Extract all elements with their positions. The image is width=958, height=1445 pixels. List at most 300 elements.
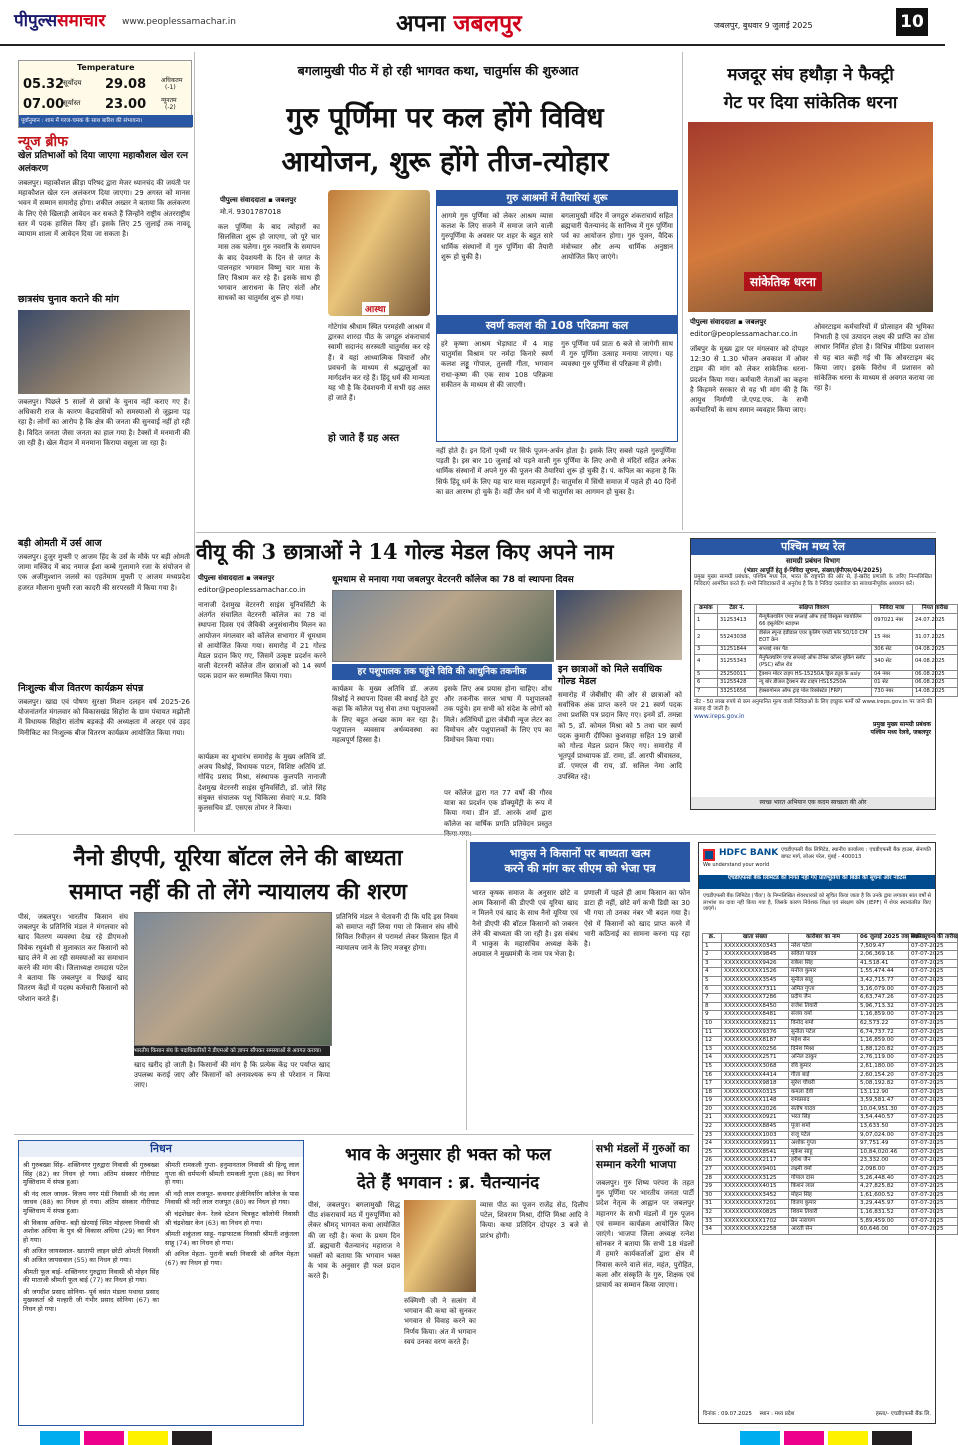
lead-byline: पीपुल्स संवाददाता ▪ जबलपुर <box>220 196 297 204</box>
tender-column-header: नियत तारीख <box>913 605 958 614</box>
sunrise-time: 05.32 <box>23 77 65 92</box>
hdfc-cell: 3,29,445.97 <box>858 1200 909 1209</box>
hdfc-cell: रामप्रसाद <box>789 1097 858 1106</box>
hdfc-cell: 1,88,120.82 <box>858 1045 909 1054</box>
hdfc-cell: मनोज कुमार <box>789 968 858 977</box>
bhakus-headline <box>470 842 690 882</box>
vu-headline[interactable]: वीयू की 3 छात्राओं ने 14 गोल्ड मेडल किए अपने नाम <box>196 539 614 564</box>
hdfc-cell: XXXXXXXXXX9426 <box>722 959 789 968</box>
tender-row <box>695 613 958 629</box>
news-brief-item <box>18 682 190 835</box>
railway-notice: (भंडार आपूर्ति हेतु ई-निविदा सूचना, संख्या/ईपीएस/04/2025) <box>743 568 883 574</box>
tender-column-header: निविदा मात्रा <box>872 605 913 614</box>
cyan-swatch <box>740 1431 780 1445</box>
hdfc-cell: 1 <box>703 942 722 951</box>
vu-subhead-2: इन छात्राओं को मिले सर्वाधिक गोल्ड मेडल <box>558 664 662 687</box>
section-rule <box>14 834 936 835</box>
hdfc-row <box>703 1217 958 1226</box>
obituary-column-left <box>23 1161 159 1421</box>
vu-subheadline: धूमधाम से मनाया गया जबलपुर वेटरनरी कॉलेज का 78 वां स्थापना दिवस <box>332 575 574 585</box>
bhav-photo <box>404 1200 476 1292</box>
hdfc-cell: 25 <box>703 1148 722 1157</box>
hdfc-cell: 29 <box>703 1183 722 1192</box>
hdfc-address: एचडीएफसी बैंक लिमिटेड, स्थानीय कार्यालय : एचडीएफसी बैंक हाउस, सेनापति बापट मार्ग, लोअर परेल, मुंबई - 400013 <box>781 847 931 860</box>
tender-column-header: संक्षिप्त विवरण <box>757 605 872 614</box>
hdfc-cell: 07-07-2025 <box>909 1209 958 1218</box>
guru-ashram-box <box>436 190 678 316</box>
hdfc-cell: XXXXXXXXXX0921 <box>722 1114 789 1123</box>
hdfc-row <box>703 1062 958 1071</box>
hdfc-cell: XXXXXXXXXX7311 <box>722 985 789 994</box>
hdfc-cell: किशन लाल <box>789 1183 858 1192</box>
hdfc-cell: 07-07-2025 <box>909 1054 958 1063</box>
hdfc-cell: 5,89,459.00 <box>858 1217 909 1226</box>
hdfc-cell: राकेश सिंह <box>789 959 858 968</box>
max-delta: (-1) <box>165 84 176 91</box>
hdfc-cell: 33 <box>703 1217 722 1226</box>
hdfc-cell: रवि कुमार <box>789 1062 858 1071</box>
strike-email[interactable]: editor@peoplessamachar.co.in <box>690 330 798 338</box>
hdfc-body: एचडीएफसी बैंक लिमिटेड ('बैंक') के निम्नलिखित शेयरधारकों को सूचित किया जाता है कि उनके द्वारा लगातार सात वर्षों से लाभांश का दावा नहीं किया गया है, जिसके कारण निवेशक शिक्षा एवं संरक्षण कोष (IEPF) में शेयर स्थानांतरित किए जाएंगे। <box>703 893 931 913</box>
hdfc-cell: दिनेश मिश्रा <box>789 1045 858 1054</box>
hdfc-cell: 2,61,180.00 <box>858 1062 909 1071</box>
kalash-text-left: हरे कृष्णा आश्रम भेड़ाघाट में 4 माह चातुर्मास विश्राम पर नर्मदा किनारे स्वर्ण कलश लड्डू गोपाल, तुलसी गीता, भगवान राधा-कृष्ण की एक साथ 108 परिक्रमा सकीतन के माध्यम से की जाएगी। <box>441 340 553 389</box>
hdfc-cell: 1,61,600.52 <box>858 1191 909 1200</box>
hdfc-cell: XXXXXXXXXX1003 <box>722 1131 789 1140</box>
railway-banner: पश्चिम मध्य रेल <box>691 539 935 555</box>
hdfc-cell: 8 <box>703 1002 722 1011</box>
hdfc-cell: XXXXXXXXXX2258 <box>722 1226 789 1235</box>
tender-cell: मैन्यूफैक्चरिंग एण्ड सप्लाई ऑफ हाई विस्कुस प्यायोलिन 66 इंसुलेटिंग स्टाइप्स <box>757 613 872 629</box>
column-rule <box>466 840 467 1130</box>
railway-footer: नोट - 50 लाख रुपये से कम अनुमानित मूल्य वाली निविदाओं के लिए इच्छुक फर्मों को www.ireps.gov.in पर जाने की सलाह दी जाती है। <box>694 698 932 712</box>
strike-photo <box>688 122 933 312</box>
farmers-headline-line1[interactable]: नैनो डीएपी, यूरिया बॉटल लेने की बाध्यता <box>73 845 403 871</box>
hdfc-cell: 07-07-2025 <box>909 1123 958 1132</box>
hdfc-cell: 41,518.41 <box>858 959 909 968</box>
tender-row <box>695 670 958 679</box>
tender-row <box>695 687 958 696</box>
hdfc-cell: XXXXXXXXXX0315 <box>722 1088 789 1097</box>
tender-cell: 04 नंबर <box>872 670 913 679</box>
bjp-body: जबलपुर। गुरु शिष्य परंपरा के तहत गुरु पूर्णिमा पर भारतीय जनता पार्टी प्रदेश नेतृत्व के आह्वान पर जबलपुर महानगर के सभी मंडलों में गुरु पूजन एवं सम्मान कार्यक्रम आयोजित किए जाएंगे। भाजपा जिला अध्यक्ष रत्नेश सोनकर ने बताया कि सभी 18 मंडलों में हमारे कार्यकर्ताओं द्वारा क्षेत्र में निवास करने वाले संत, महंत, पुरोहित, कला और संस्कृति के गुरु, शिक्षक एवं प्राचार्य का सम्मान किया जाएगा। <box>596 1179 694 1290</box>
obituary-item: श्री जगदीश प्रसाद सोनिया- पूर्व वसंत मंडला यथाधा प्रसाद मुख्यकर्ता श्री मल्हारी जी गंभीर प्रसाद सोनिया (67) का निधन हो गया। <box>23 1287 159 1313</box>
bjp-headline-line2[interactable]: सम्मान करेगी भाजपा <box>596 1159 676 1171</box>
railway-site[interactable]: www.ireps.gov.in <box>694 712 745 720</box>
lead-headline-line2[interactable]: आयोजन, शुरू होंगे तीज-त्योहार <box>281 145 609 178</box>
lead-column-2: गोटेगांव श्रीधाम स्थित परमहंसी आश्रम में द्वारका शारदा पीठ के जगद्गुरु शंकराचार्य स्वामी सदानंद सरस्वती चातुर्मास कर रहे हैं। वे यहां आध्यात्मिक विचारों और प्रवचनों के माध्यम से श्रद्धालुओं का मार्गदर्शन कर रहे हैं। हिंदू धर्म की मान्यता यह भी है कि देवशयनी में सभी ग्रह अस्त हो जाते हैं। <box>328 323 430 403</box>
hdfc-cell: 2 <box>703 951 722 960</box>
hdfc-cell: अमित गुप्ता <box>789 985 858 994</box>
page-number: 10 <box>896 8 928 36</box>
website-url[interactable]: www.peoplessamachar.in <box>122 17 236 27</box>
lead-headline-line1[interactable]: गुरु पूर्णिमा पर कल होंगे विविध <box>286 101 604 134</box>
tender-row <box>695 654 958 670</box>
hdfc-cell: 07-07-2025 <box>909 1166 958 1175</box>
box-text-left: आगमे गुरु पूर्णिमा को लेकर आश्रम व्यास कलश के लिए सजने में समाज जाने वाली गुरुपूर्णिमा के अवसर पर शहर के बहुत सारे धार्मिक संस्थानों में गुरु पूर्णिमा की तैयारी शुरू हो चुकी है। <box>441 212 553 261</box>
footer-sign: हस्ता/- एचडीएफसी बैंक लि. <box>875 1411 931 1417</box>
hdfc-cell: XXXXXXXXXX3452 <box>722 1191 789 1200</box>
tender-column-header: क्रमांक <box>695 605 718 614</box>
hdfc-column-header: क्र. <box>703 934 722 943</box>
tender-cell: 2 <box>695 629 718 645</box>
tender-cell: ट्रैक्शन मोटर टाइप HS-15250A ड्रिल ट्यूब के asly <box>757 670 872 679</box>
hdfc-cell: 07-07-2025 <box>909 1148 958 1157</box>
bhav-headline-line2[interactable]: देते हैं भगवान : ब्र. चैतन्यानंद <box>356 1173 540 1193</box>
railway-dept: सामग्री प्रबंधन विभाग <box>786 557 840 565</box>
hdfc-cell: 34 <box>703 1226 722 1235</box>
hdfc-row <box>703 1191 958 1200</box>
tender-cell: 25250011 <box>718 670 757 679</box>
hdfc-cell: सुनील साहू <box>789 976 858 985</box>
box-text-right: बगलामुखी मंदिर में जगद्गुरु शंकराचार्य सहित ब्रह्मचारी चैतन्यानंद के सानिध्य में गुरु पूर्णिमा पर्व का आयोजन होगा। गुरु पूजन, वैदिक मंत्रोच्चार और अन्य धार्मिक अनुष्ठान आयोजित किए जाएंगे। <box>561 212 673 261</box>
hdfc-cell: 13,633.50 <box>858 1123 909 1132</box>
obituary-item: श्री अजित जायसवाल- खातापी लाइन छोटी ओमती निवासी श्री अजित जायसवाल (55) का निधन हो गया। <box>23 1247 159 1264</box>
hdfc-row <box>703 1157 958 1166</box>
hdfc-cell: राजेश तिवारी <box>789 1002 858 1011</box>
brief-headline[interactable]: छात्रसंघ चुनाव कराने की मांग <box>18 294 119 305</box>
hdfc-cell: 13,112.90 <box>858 1088 909 1097</box>
hdfc-cell: 07-07-2025 <box>909 1174 958 1183</box>
hdfc-cell: 07-07-2025 <box>909 1191 958 1200</box>
hdfc-cell: सुनीता पटेल <box>789 1028 858 1037</box>
hdfc-cell: XXXXXXXXXX8187 <box>722 1037 789 1046</box>
kalash-text-right: गुरु पूर्णिमा पर्व प्रातः 6 बजे से जागेगी साथ में गुरु पूर्णिमा उत्साह मनाया जाएगा। यह व्यवस्था गुरु पूर्णिमा से परिक्रमा में होगी। <box>561 340 673 369</box>
hdfc-cell: 32 <box>703 1209 722 1218</box>
section-rule <box>14 1134 694 1135</box>
hdfc-cell: 22 <box>703 1123 722 1132</box>
hdfc-cell: 07-07-2025 <box>909 1157 958 1166</box>
column-rule <box>194 52 195 832</box>
hdfc-row <box>703 1071 958 1080</box>
hdfc-cell: 60,646.00 <box>858 1226 909 1235</box>
hdfc-cell: XXXXXXXXXX3068 <box>722 1062 789 1071</box>
hdfc-cell: XXXXXXXXXX7201 <box>722 1200 789 1209</box>
hdfc-cell: कमला देवी <box>789 1088 858 1097</box>
hdfc-cell: 27 <box>703 1166 722 1175</box>
hdfc-cell: 07-07-2025 <box>909 1226 958 1235</box>
bhav-headline-line1[interactable]: भाव के अनुसार ही भक्त को फल <box>345 1145 551 1165</box>
hdfc-cell: मुकेश साहू <box>789 1148 858 1157</box>
hdfc-cell: 7,509.47 <box>858 942 909 951</box>
hdfc-cell: 2,76,119.00 <box>858 1054 909 1063</box>
hdfc-row <box>703 1166 958 1175</box>
hdfc-row <box>703 976 958 985</box>
hdfc-logo[interactable] <box>703 847 779 869</box>
byline-name: पीपुल्स संवाददाता <box>220 196 266 204</box>
hdfc-cell: 07-07-2025 <box>909 942 958 951</box>
hdfc-notice <box>698 842 958 1424</box>
hdfc-row <box>703 1140 958 1149</box>
magenta-swatch <box>84 1431 124 1445</box>
hdfc-cell: 10,04,951.30 <box>858 1105 909 1114</box>
farmers-column-3: खाद खरीद हो जाती है। किसानों की मांग है कि प्रत्येक केंद्र पर पर्याप्त खाद उपलब्ध कराई जाए और किसानों को अनावश्यक रूप से परेशान न किया जाए। <box>134 1061 330 1090</box>
strike-headline-line1[interactable]: मजदूर संघ हथौड़ा ने फैक्ट्री <box>727 65 894 85</box>
hdfc-cell: XXXXXXXXXX8541 <box>722 1148 789 1157</box>
byline-name: पीपुल्स संवाददाता <box>690 318 736 326</box>
hdfc-cell: 5 <box>703 976 722 985</box>
hdfc-row <box>703 1131 958 1140</box>
railway-ad <box>690 538 948 810</box>
hdfc-cell: 07-07-2025 <box>909 1200 958 1209</box>
tender-cell: 3 <box>695 645 718 654</box>
hdfc-cell: 21 <box>703 1114 722 1123</box>
issue-date: जबलपुर, बुधवार 9 जुलाई 2025 <box>714 21 813 30</box>
hdfc-cell: 07-07-2025 <box>909 994 958 1003</box>
lead-mobile: मो.नं. 9301787018 <box>220 208 282 216</box>
hdfc-cell: 7 <box>703 994 722 1003</box>
photo-banner-text: सांकेतिक धरना <box>744 272 822 291</box>
vu-tail: पर कॉलेज द्वारा गत 77 वर्षों की गौरव यात्रा का प्रदर्शन एक डॉक्यूमेंट्री के रूप में किया गया। डीन डॉ. आरके शर्मा द्वारा कॉलेज का वार्षिक प्रगति प्रतिवेदन प्रस्तुत <box>444 789 552 828</box>
bhakus-headline-line1[interactable]: भाकुस ने किसानों पर बाध्यता खत्म <box>509 847 651 860</box>
bhakus-column-2: प्रणाली में पहले ही आम किसान का फोन डाटा ही नहीं, छोटे वर्ग कभी डिग्री का 30 भी गया तो उनका नंबर भी बदल गया है। ऐसे में किसानों को खाद प्राप्त करने में भारी कठिनाई का सामना करना पड़ रहा है। <box>584 889 690 949</box>
hdfc-cell: 5,96,713.32 <box>858 1002 909 1011</box>
hdfc-cell: 5,08,192.82 <box>858 1080 909 1089</box>
hdfc-column-header: खाता संख्या <box>722 934 789 943</box>
hdfc-row <box>703 994 958 1003</box>
hdfc-cell: विनोद शर्मा <box>789 1019 858 1028</box>
hdfc-row <box>703 951 958 960</box>
hdfc-cell: 2,60,154.20 <box>858 1071 909 1080</box>
weather-box <box>18 60 192 128</box>
hdfc-cell: 1,16,859.00 <box>858 1011 909 1020</box>
tender-cell: 7 <box>695 687 718 696</box>
hdfc-row <box>703 1019 958 1028</box>
farmers-photo <box>134 912 332 1046</box>
section-title-a: अपना <box>396 11 446 37</box>
brief-body: जबलपुर। महाकौशल क्रीड़ा परिषद द्वारा मेजर ध्यानचंद की जयंती पर महाकौशल खेल रत्न अलंकरण दिया जाएगा। 29 अगस्त को मानस भवन में सम्मान समारोह होगा। शकील अख्तर ने बताया कि अलंकरण के लिए ऐसे खिलाड़ी आवेदन कर सकते हैं जिन्होंने राष्ट्रीय अंतरराष्ट्रीय स्तर में पदक हासिल किए हों। इसके लिए 25 जुलाई तक नावदू व्यायाम शाला में आवेदन दिया जा सकता है। <box>18 179 190 239</box>
lead-tail: नहीं होते हैं। इन दिनों पृथ्वी पर सिर्फ पूजन-अर्चन होता है। इसके लिए सबसे पहले गुरुपूर्णिमा पड़ती है। इस बार 10 जुलाई को पड़ने वाली गुरु पूर्णिमा के लिए अभी से मंदिरों सहित अनेक धार्मिक संस्थानों में अपने गुरु की पूजन की तैयारियां शुरू हो चुकी हैं। पं. कपिल का कहना है कि सिर्फ हिंदू धर्म के लिए यह चार मास महत्वपूर्ण हैं। चातुर्मास में सिंधी समाज में पहले ही 40 दिनों का व्रत आरम्भ हो चुके हैं। वहीं जैन धर्म में भी चातुर्मास का आगमन हो चुका है। <box>436 447 676 496</box>
hdfc-cell: 07-07-2025 <box>909 968 958 977</box>
newspaper-logo[interactable] <box>14 8 105 31</box>
magenta-swatch <box>784 1431 824 1445</box>
hdfc-cell: 07-07-2025 <box>909 1140 958 1149</box>
section-title-b: जबलपुर <box>453 11 522 37</box>
tender-cell: मैनुफैक्चरिंग एण्ड सप्लाई ऑफ टेनिस कॉलर बुकिंग स्लॉट (PSC) स्टील रोड <box>757 654 872 670</box>
hdfc-cell: 07-07-2025 <box>909 1217 958 1226</box>
swachh-tagline: स्वच्छ भारत अभियान एक कदम स्वच्छता की ओर <box>691 797 935 809</box>
tender-cell: 31255428 <box>718 679 757 688</box>
footer-place: स्थान : मध्य प्रदेश <box>759 1411 795 1417</box>
section-title <box>396 6 522 38</box>
hdfc-cell: 07-07-2025 <box>909 985 958 994</box>
aastha-tag: आस्था <box>362 302 389 315</box>
hdfc-cell: XXXXXXXXXX4015 <box>722 1183 789 1192</box>
hdfc-cell: XXXXXXXXXX1148 <box>722 1097 789 1106</box>
hdfc-cell: 07-07-2025 <box>909 1105 958 1114</box>
brief-photo <box>18 310 190 394</box>
news-brief-item <box>18 537 190 680</box>
obituary-title: निधन <box>19 1141 303 1157</box>
hdfc-cell: विजय कुमार <box>789 1200 858 1209</box>
hdfc-cell: 5,26,448.40 <box>858 1174 909 1183</box>
hdfc-cell: पूजा शर्मा <box>789 1123 858 1132</box>
hdfc-cell: प्रदीप जैन <box>789 994 858 1003</box>
obituary-item: श्रीमती फूल बाई- शक्तिनगर गुरुद्वारा निवासी श्री मोहन सिंह की माताजी श्रीमती फूल बाई (77) का निधन हो गया। <box>23 1267 159 1285</box>
bjp-headline-line1[interactable]: सभी मंडलों में गुरुओं का <box>596 1143 690 1155</box>
hdfc-cell: XXXXXXXXXX7286 <box>722 994 789 1003</box>
brief-headline[interactable]: खेल प्रतिभाओं को दिया जाएगा महाकौशल खेल रत्न अलंकरण <box>18 151 188 174</box>
tender-cell: 55243038 <box>718 629 757 645</box>
tender-cell: 06.08.2025 <box>913 670 958 679</box>
hdfc-row <box>703 1054 958 1063</box>
hdfc-cell: अशोक गुप्ता <box>789 1140 858 1149</box>
farmers-column-1: पीसं, जबलपुर। भारतीय किसान संघ जबलपुर के प्रतिनिधि मंडल ने मंगलवार को खाद वितरण व्यवस्था देख रहे डीएमओ विवेक रघुवंशी से मुलाकात कर किसानों को खाद लेने में आ रही समस्याओं का समाधान करने की मांग की। जिलाध्यक्ष रामदास पटेल ने बताया कि जबलपुर व रिछाई खाद वितरण केंद्रों में पदस्थ कर्मचारी किसानों को परेशान करते हैं। <box>18 913 128 1003</box>
byline-city: जबलपुर <box>745 318 767 326</box>
cyan-swatch <box>40 1431 80 1445</box>
hdfc-row <box>703 1209 958 1218</box>
hdfc-cell: 24 <box>703 1140 722 1149</box>
section-rule <box>196 532 936 533</box>
masthead <box>0 0 945 46</box>
hdfc-cell: 28 <box>703 1174 722 1183</box>
hdfc-row <box>703 1123 958 1132</box>
hdfc-cell: 9,07,024.00 <box>858 1131 909 1140</box>
news-brief-item <box>18 293 190 447</box>
obituary-column-right <box>165 1161 299 1421</box>
hdfc-row <box>703 985 958 994</box>
tender-cell: 04.08.2025 <box>913 645 958 654</box>
hdfc-title: एचडीएफसी बैंक लिमिटेड की निर्गत नहीं गए प्रतिभूतियों की बिक्री की सूचना और नोटिस <box>699 875 935 889</box>
hdfc-cell: 4 <box>703 968 722 977</box>
brief-headline[interactable]: निःशुल्क बीज वितरण कार्यक्रम संपन्न <box>18 683 144 694</box>
hdfc-cell: 07-07-2025 <box>909 1011 958 1020</box>
hdfc-column-header: बिक्री सूचना की तारीख <box>909 934 958 943</box>
hdfc-cell: XXXXXXXXXX8845 <box>722 1123 789 1132</box>
strike-column-2: ओवरटाइम कर्मचारियों में प्रोत्साहन की भूमिका निभाती है एवं उत्पादन लक्ष्य की प्राप्ति का ठोस आधार निर्मित होता है। विभिन्न मीडिया प्रशासन से यह बात कही गई थी कि ओवरटाइम बंद किया जाए। इसके विरोध में प्रशासन को सांकेतिक धरना के माध्यम से अवगत कराया जा रहा है। <box>814 323 934 393</box>
hdfc-cell: 9 <box>703 1011 722 1020</box>
hdfc-row <box>703 1226 958 1235</box>
hdfc-row <box>703 1097 958 1106</box>
tender-cell: न्यू बोर डीजल ट्रैक्शन सेट टाइप HS15250A <box>757 679 872 688</box>
vu-band-body: कार्यक्रम के मुख्य अतिथि डॉ. अजय विश्नोई ने स्थापना दिवस की बधाई देते हुए कहा कि कॉलेज पशु सेवा तथा पशुपालकों के लिए बहुत अच्छा काम कर रहा है। पशुपालन व्यवसाय अर्थव्यवस्था का महत्वपूर्ण हिस्सा है। <box>332 685 438 745</box>
bhakus-headline-line2[interactable]: करने की मांग कर सीएम को भेजा पत्र <box>504 862 656 875</box>
sunset-label: सूर्यास्त <box>63 99 81 107</box>
strike-byline: पीपुल्स संवाददाता ▪ जबलपुर <box>690 318 767 326</box>
tender-cell: 340 सेट <box>872 654 913 670</box>
hdfc-cell: 07-07-2025 <box>909 1019 958 1028</box>
farmers-headline-line2[interactable]: समाप्त नहीं की तो लेंगे न्यायालय की शरण <box>69 879 407 905</box>
strike-headline-line2[interactable]: गेट पर दिया सांकेतिक धरना <box>723 93 898 113</box>
hdfc-row <box>703 968 958 977</box>
hdfc-cell: 07-07-2025 <box>909 951 958 960</box>
guru-illustration <box>328 190 430 316</box>
hdfc-cell: XXXXXXXXXX2571 <box>722 1054 789 1063</box>
vu-medal-photo <box>556 590 682 660</box>
tender-cell: डीसेल स्पून्ड इंडीडाल एयर कूलिंग एमटी फॉर 50/10 CM EOT क्रेन <box>757 629 872 645</box>
hdfc-cell: भरत सिंह <box>789 1114 858 1123</box>
hdfc-cell: 97,751.49 <box>858 1140 909 1149</box>
box-title: गुरु आश्रमों में तैयारियां शुरू <box>437 191 677 206</box>
hdfc-cell: 07-07-2025 <box>909 1002 958 1011</box>
lead-subhead: हो जाते हैं ग्रह अस्त <box>328 430 430 444</box>
hdfc-cell: 26 <box>703 1157 722 1166</box>
hdfc-cell: प्रेम नारायण <box>789 1217 858 1226</box>
tender-cell: 4 <box>695 654 718 670</box>
hdfc-cell: 12 <box>703 1037 722 1046</box>
strike-column-1: जॉबपुर के मुख्य द्वार पर मंगलवार को दोपहर 12:30 से 1.30 भोजन अवकाश में ओवर टाइम की मांग को लेकर सांकेतिक धरना-प्रदर्शन किया गया। कर्मचारी नेताओं का कहना है किहमने सरकार से यह भी मांग की है कि आयुध निर्माणी जे.एण्ड.एफ. के सभी कर्मचारियों के साथ समान व्यवहार किया जाए। <box>690 345 808 415</box>
hdfc-cell: 6,74,737.72 <box>858 1028 909 1037</box>
hdfc-cell: 13 <box>703 1045 722 1054</box>
hdfc-cell: XXXXXXXXXX1702 <box>722 1217 789 1226</box>
hdfc-row <box>703 1148 958 1157</box>
hdfc-cell: XXXXXXXXXX8450 <box>722 1002 789 1011</box>
tender-cell: 31251844 <box>718 645 757 654</box>
hdfc-cell: 3,16,079.00 <box>858 985 909 994</box>
kalash-box <box>436 316 678 442</box>
tender-cell: 730 नंबर <box>872 687 913 696</box>
tender-cell: 6 <box>695 679 718 688</box>
hdfc-table <box>702 933 958 1235</box>
hdfc-cell: XXXXXXXXXX9845 <box>722 951 789 960</box>
obituary-item: श्रीमती शकुंतला साहू- गढ़ाफाटक निवासी श्रीमती शकुंतला साहू (74) का निधन हो गया। <box>165 1230 299 1247</box>
tender-cell: 04.08.2025 <box>913 654 958 670</box>
byline-name: पीपुल्स संवाददाता <box>198 574 244 582</box>
hdfc-cell: 31 <box>703 1200 722 1209</box>
hdfc-name: HDFC BANK <box>719 848 779 858</box>
obituary-item: श्री नंद लाल जाधव- विजय नगर मंडी निवासी श्री नंद लाल जाधव (88) का निधन हो गया। अंतिम संस्कार गौरीघाट मुक्तिधाम में संपन्न हुआ। <box>23 1189 159 1215</box>
hdfc-cell: 07-07-2025 <box>909 959 958 968</box>
hdfc-row <box>703 1080 958 1089</box>
hdfc-cell: मोहन सिंह <box>789 1191 858 1200</box>
tender-cell: 5 <box>695 670 718 679</box>
obituary-item: श्री अनिल मेहता- पुरानी बस्ती निवासी श्री अनिल मेहता (67) का निधन हो गया। <box>165 1250 299 1267</box>
hdfc-cell: XXXXXXXXXX0825 <box>722 1209 789 1218</box>
weather-title: Temperature <box>77 63 135 72</box>
hdfc-cell: 3,54,440.57 <box>858 1114 909 1123</box>
brief-body: जबलपुर। पिछले 5 सालों से छात्रों के चुनाव नहीं कराए गए हैं। अधिकारी राज के कारण केंद्रवासियों को समस्याओं से जूझना पड़ रहा है। लोगों का आरोप है कि क्षेत्र की जनता की सुनवाई नहीं हो रही है। विदित जनता जैसा जनता का हाल गया है। टैक्सों में मनमानी की जा रही है। खेल मैदान में मनमाना किराया वसूला जा रहा है। <box>18 398 190 447</box>
tender-cell: हेक्सागोनल ऑफ ट्राइ पोल रिक्वेस्टेड (FRP) <box>757 687 872 696</box>
vu-byline: पीपुल्स संवाददाता ▪ जबलपुर <box>198 574 275 582</box>
max-label: अधिकतम <box>161 77 183 84</box>
hdfc-cell: 14 <box>703 1054 722 1063</box>
hdfc-cell: 07-07-2025 <box>909 1114 958 1123</box>
hdfc-row <box>703 1105 958 1114</box>
hdfc-row <box>703 1200 958 1209</box>
hdfc-cell: 1,55,474.44 <box>858 968 909 977</box>
hdfc-cell: शिवम तिवारी <box>789 1209 858 1218</box>
vu-band: हर पशुपालक तक पहुंचे विवि की आधुनिक तकनीक <box>332 664 552 680</box>
yellow-swatch <box>828 1431 868 1445</box>
hdfc-cell: 6,63,747.26 <box>858 994 909 1003</box>
hdfc-cell: 07-07-2025 <box>909 976 958 985</box>
hdfc-cell: 3,59,581.47 <box>858 1097 909 1106</box>
hdfc-cell: महेश सेन <box>789 1037 858 1046</box>
brief-body: जबलपुर। हुजुर मुफ्ती ए आजम हिंद के उर्स के मौके पर बड़ी ओमती जामा मस्जिद में बाद नमाज ईशा कम्बे गुलामाने रजा के संयोजन से एक अजीमुश्शान जलसे का एहतेमाम मुफ्ती ए आजम मध्यप्रदेश हजरत मौलाना मुफ्ती रजा कादरी की सरपरस्ती में किया गया है। <box>18 553 190 592</box>
black-swatch <box>872 1431 912 1445</box>
hdfc-cell: XXXXXXXXXX9401 <box>722 1166 789 1175</box>
tender-cell: 1 <box>695 613 718 629</box>
brief-headline[interactable]: बड़ी ओमती में उर्स आज <box>18 538 102 549</box>
hdfc-cell: सुरेश चौधरी <box>789 1080 858 1089</box>
min-delta: (-2) <box>165 104 176 111</box>
tender-cell: 01 सेट <box>872 679 913 688</box>
tender-cell: 31255343 <box>718 654 757 670</box>
hdfc-cell: XXXXXXXXXX1526 <box>722 968 789 977</box>
hdfc-cell: राजू पटेल <box>789 1131 858 1140</box>
hdfc-cell: 17 <box>703 1080 722 1089</box>
hdfc-cell: XXXXXXXXXX2026 <box>722 1105 789 1114</box>
tender-row <box>695 679 958 688</box>
obituary-item: श्री विकास अधिया- बड़ी खेरमाई स्थित मोहल्ला निवासी श्री अशोक अधिया के पुत्र श्री विकास अधिया (29) का निधन हो गया। <box>23 1218 159 1244</box>
hdfc-row <box>703 1002 958 1011</box>
min-temp: 23.00 <box>105 97 147 112</box>
bhav-column-3: व्यास पीठ का पूजन राजेंद्र सेठ, दिलीप पटेल, शिवराम मिश्रा, दीप्ति मिश्रा आदि ने किया। कथा प्रतिदिन दोपहर 3 बजे से प्रारंभ होगी। <box>480 1201 588 1240</box>
vu-column-2: कार्यक्रम का शुभारंभ समारोह के मुख्य अतिथि डॉ. अजय विश्नोई, विधायक पाटन, विशिष्ट अतिथि डॉ. गोविंद प्रसाद मिश्रा, संस्थापक कुलपति नानाजी देशमुख वेटरनरी साइंस यूनिवर्सिटी, डॉ. जोते सिंह संयुक्त संचालक पशु चिकित्सा सेवाएं म.प्र. विवि कुलसचिव डॉ. एसएस तोमर ने किया। <box>198 753 326 813</box>
tender-cell: 33251656 <box>718 687 757 696</box>
vu-email[interactable]: editor@peoplessamachar.co.in <box>198 586 306 594</box>
column-rule <box>682 52 683 530</box>
